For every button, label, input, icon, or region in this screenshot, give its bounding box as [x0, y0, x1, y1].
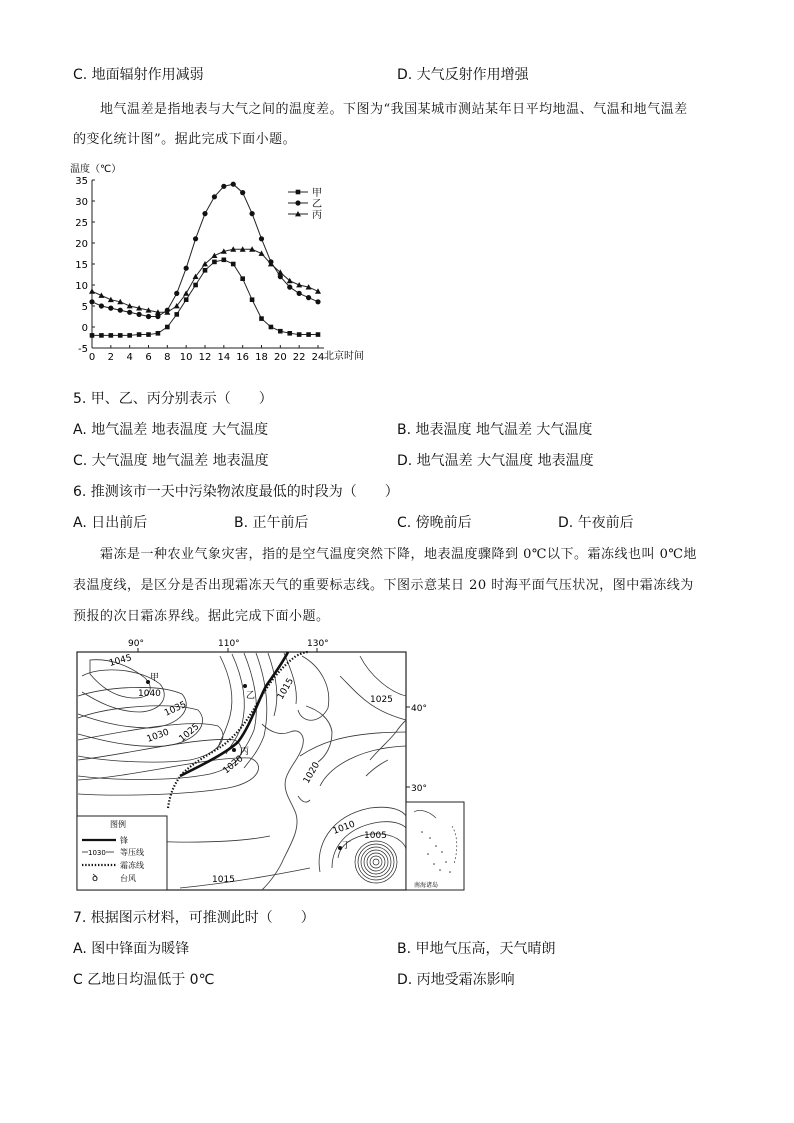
legend-label: 甲: [312, 188, 322, 199]
data-point: [98, 293, 104, 298]
q6-option-d: D. 午夜前后: [558, 515, 634, 531]
data-point: [183, 290, 189, 295]
legend-marker: [296, 190, 301, 195]
data-point: [259, 316, 264, 321]
q4-option-d: D. 大气反射作用增强: [397, 67, 529, 83]
passage1-line1: 地气温差是指地表与大气之间的温度差。下图为“我国某城市测站某年日平均地温、气温和地气温差: [100, 102, 688, 117]
isobar-label-1035: 1035: [163, 699, 189, 719]
q5-stem: 5. 甲、乙、丙分别表示（ ）: [73, 391, 273, 407]
sea-level-pressure-map: [70, 636, 470, 894]
series-0: [90, 258, 321, 338]
data-point: [315, 288, 321, 293]
data-point: [212, 194, 217, 199]
x-tick-label: 8: [164, 352, 171, 363]
y-tick-label: -5: [78, 344, 88, 355]
x-tick-label: 16: [236, 352, 250, 363]
data-point: [193, 236, 198, 241]
y-tick-label: 30: [75, 197, 88, 208]
x-tick-label: 14: [217, 352, 231, 363]
data-point: [174, 312, 179, 317]
data-point: [127, 333, 132, 338]
south-china-sea-inset: [406, 802, 464, 890]
inset-label: 南海诸岛: [414, 882, 439, 889]
x-tick-label: 2: [107, 352, 115, 363]
place-jia: 甲: [150, 673, 160, 683]
legend-frost: 霜冻线: [120, 861, 144, 870]
data-point: [174, 291, 179, 296]
isobar-label-1025: 1025: [177, 721, 202, 745]
isobar-label-1015: 1015: [275, 676, 297, 702]
isobar-label-1005: 1005: [364, 831, 387, 841]
isobar-label-1045: 1045: [108, 653, 133, 669]
data-point: [118, 333, 123, 338]
y-tick-label: 35: [75, 176, 88, 187]
x-tick-label: 12: [198, 352, 212, 363]
lon-label-110: 110°: [218, 639, 240, 649]
lon-label-130: 130°: [307, 639, 329, 649]
data-point: [221, 184, 226, 189]
data-point: [278, 329, 283, 334]
data-point: [240, 276, 245, 281]
data-point: [108, 297, 114, 302]
y-tick-label: 20: [75, 239, 88, 250]
data-point: [184, 266, 189, 271]
data-point: [212, 260, 217, 265]
x-tick-label: 18: [255, 352, 268, 363]
q7-stem: 7. 根据图示材料，可推测此时（ ）: [73, 910, 315, 926]
lat-label-30: 30°: [411, 784, 427, 794]
y-tick-label: 5: [81, 302, 88, 313]
lat-label-40: 40°: [411, 704, 427, 714]
isobar-label-1020: 1020: [221, 753, 246, 777]
place-yi: 乙: [246, 691, 256, 701]
x-tick-label: 6: [145, 352, 152, 363]
isobar-label-1030: 1030: [145, 727, 171, 745]
q7-option-a: A. 图中锋面为暖锋: [73, 941, 190, 957]
temperature-line-chart: [66, 160, 376, 370]
data-point: [202, 211, 207, 216]
q5-option-a: A. 地气温差 地表温度 大气温度: [73, 422, 269, 438]
q4-option-c: C. 地面辐射作用减弱: [73, 67, 204, 83]
isobar-label-1025-east: 1025: [370, 695, 393, 705]
data-point: [250, 297, 255, 302]
data-point: [146, 332, 151, 337]
data-point: [315, 299, 320, 304]
x-tick-label: 22: [292, 352, 306, 363]
place-ding: 丁: [342, 841, 352, 851]
q5-option-d: D. 地气温差 大气温度 地表温度: [397, 453, 594, 469]
isobar-label-1010: 1010: [331, 819, 357, 837]
data-point: [165, 325, 170, 330]
q7-option-c: C 乙地日均温低于 0℃: [73, 972, 215, 988]
data-point: [287, 285, 292, 290]
data-point: [127, 303, 133, 308]
isobar-label-1020-east: 1020: [301, 760, 323, 786]
data-point: [156, 331, 161, 336]
isobar-label-1015-south: 1015: [212, 875, 235, 885]
data-point: [306, 295, 311, 300]
map-legend: [77, 816, 167, 890]
y-tick-label: 15: [75, 260, 88, 271]
lon-label-90: 90°: [128, 639, 144, 649]
data-point: [109, 333, 114, 338]
passage1-line2: 的变化统计图”。据此完成下面小题。: [73, 132, 297, 147]
legend-label: 乙: [312, 199, 322, 210]
q5-option-c: C. 大气温度 地气温差 地表温度: [73, 453, 269, 469]
data-point: [269, 325, 274, 330]
x-axis-label: 北京时间: [324, 351, 364, 362]
data-point: [184, 297, 189, 302]
data-point: [211, 253, 217, 258]
series-2: [89, 246, 321, 314]
data-point: [240, 190, 245, 195]
q6-option-a: A. 日出前后: [73, 515, 148, 531]
isobar-label-1040: 1040: [138, 689, 161, 699]
data-point: [231, 262, 236, 267]
x-tick-label: 24: [311, 352, 325, 363]
y-tick-label: 25: [75, 218, 88, 229]
data-point: [249, 211, 254, 216]
y-tick-label: 0: [81, 323, 88, 334]
data-point: [108, 306, 113, 311]
x-tick-label: 0: [88, 352, 96, 363]
passage2-line2: 表温度线，是区分是否出现霜冻天气的重要标志线。下图示意某日 20 时海平面气压状况，图中霜冻线为: [73, 578, 694, 593]
data-point: [118, 308, 123, 313]
data-point: [297, 332, 302, 337]
data-point: [316, 332, 321, 337]
series-line: [92, 184, 318, 316]
data-point: [259, 251, 265, 256]
q6-option-c: C. 傍晚前后: [397, 515, 472, 531]
x-tick-label: 4: [126, 352, 133, 363]
legend-isobar: 等压线: [120, 848, 144, 857]
x-tick-label: 10: [179, 352, 193, 363]
q6-stem: 6. 推测该市一天中污染物浓度最低的时段为（ ）: [73, 484, 399, 500]
data-point: [203, 268, 208, 273]
typhoon-icon: ꝺ: [92, 873, 98, 884]
data-point: [99, 333, 104, 338]
data-point: [231, 182, 236, 187]
data-point: [287, 331, 292, 336]
data-point: [90, 333, 95, 338]
series-1: [89, 182, 320, 319]
data-point: [99, 303, 104, 308]
data-point: [222, 258, 227, 263]
data-point: [127, 310, 132, 315]
data-point: [306, 332, 311, 337]
legend-front: 锋: [120, 836, 128, 845]
data-point: [297, 291, 302, 296]
legend-label: 丙: [312, 210, 322, 221]
data-point: [137, 332, 142, 337]
q5-option-b: B. 地表温度 地气温差 大气温度: [397, 422, 593, 438]
legend-typhoon: 台风: [120, 874, 136, 883]
legend-isobar-sample: 1030: [88, 849, 106, 857]
data-point: [89, 288, 95, 293]
data-point: [136, 312, 141, 317]
q7-option-b: B. 甲地气压高，天气晴朗: [397, 941, 556, 957]
data-point: [296, 282, 302, 287]
data-point: [193, 283, 198, 288]
legend-marker: [295, 200, 300, 205]
legend-title: 图例: [110, 820, 126, 829]
passage2-line3: 预报的次日霜冻界线。据此完成下面小题。: [73, 609, 330, 624]
q7-option-d: D. 丙地受霜冻影响: [397, 972, 515, 988]
place-bing: 丙: [240, 747, 250, 757]
y-tick-label: 10: [75, 281, 88, 292]
data-point: [146, 314, 151, 319]
q6-option-b: B. 正午前后: [234, 515, 309, 531]
x-tick-label: 20: [273, 352, 287, 363]
data-point: [259, 236, 264, 241]
data-point: [89, 299, 94, 304]
passage2-line1: 霜冻是一种农业气象灾害，指的是空气温度突然下降，地表温度骤降到 0℃以下。霜冻线也叫 0℃地: [100, 547, 697, 562]
y-axis-label: 温度（℃）: [70, 164, 122, 175]
